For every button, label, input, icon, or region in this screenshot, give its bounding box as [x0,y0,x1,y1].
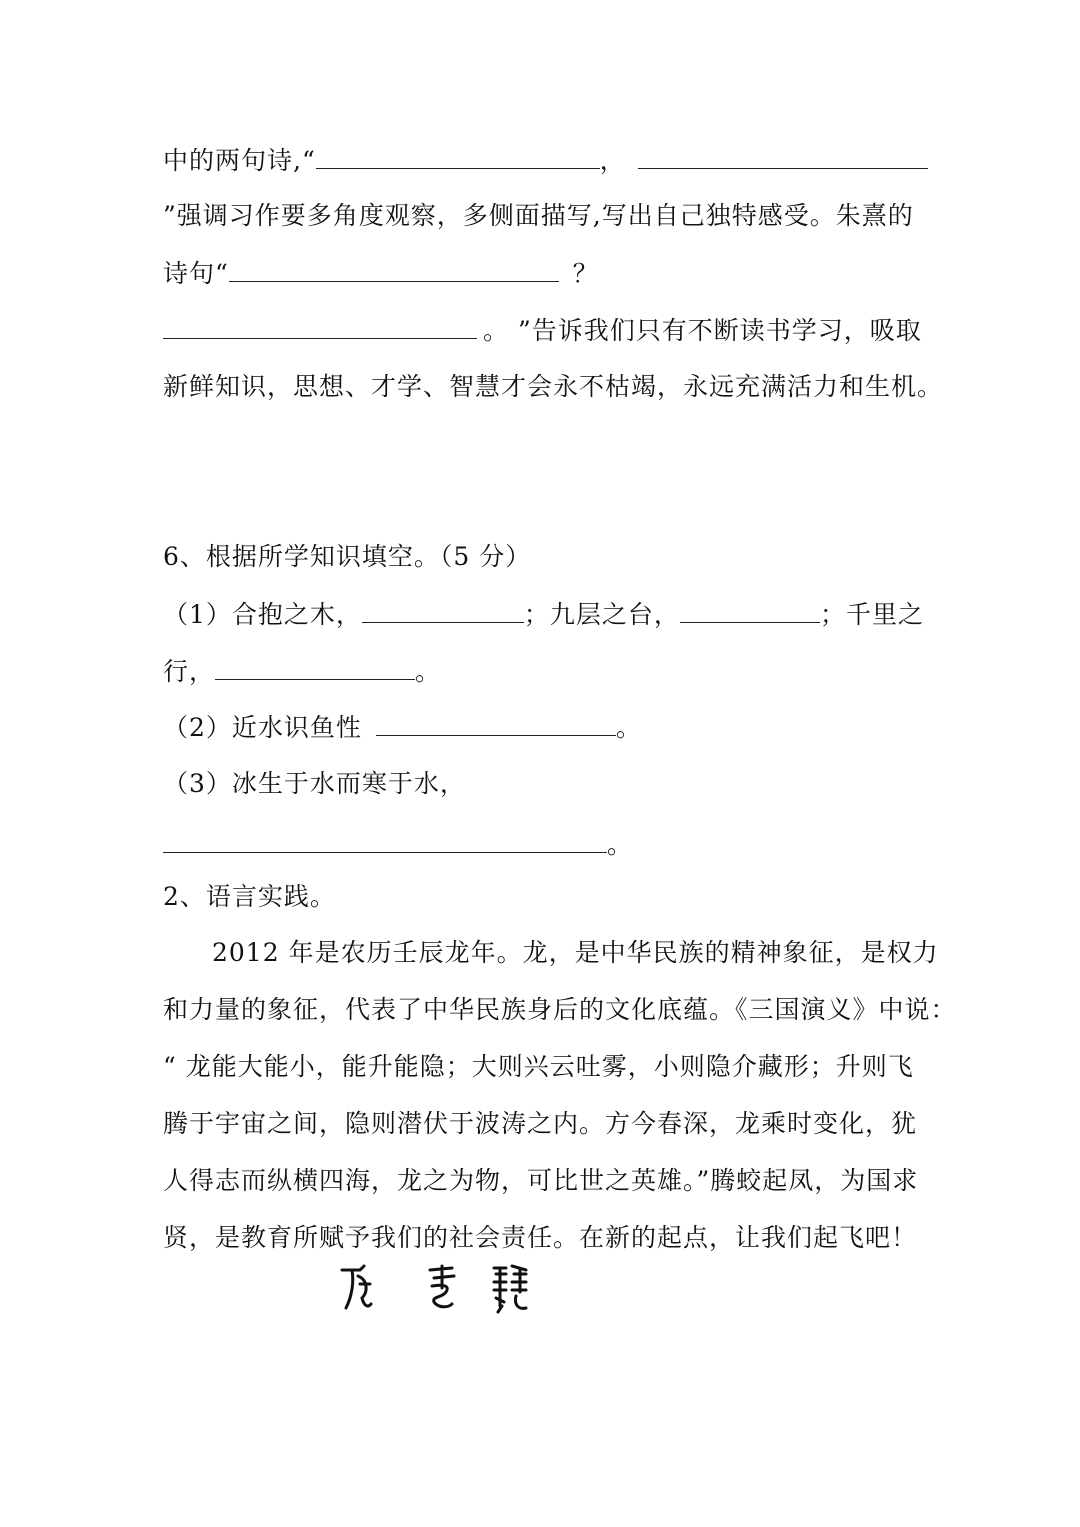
answer-blank[interactable] [316,140,600,169]
paragraph-line: 腾于宇宙之间，隐则潜伏于波涛之内。方今春深，龙乘时变化，犹 [163,1109,918,1138]
seal-script-glyphs [330,1262,550,1322]
text-line [163,310,922,350]
seal-glyph-long-icon [424,1262,460,1314]
text-line: 新鲜知识，思想、才学、智慧才会永不枯竭，永远充满活力和生机。 [163,372,944,401]
line-text: （1）合抱之木， [163,600,362,629]
answer-blank[interactable] [229,253,559,282]
line-text: ， [599,146,626,175]
paragraph-line: 人得志而纵横四海，龙之为物，可比世之英雄。”腾蛟起凤，为国求 [163,1166,919,1195]
line-text: 行， [163,657,216,686]
seal-glyph-long-complex-icon [490,1262,530,1316]
paragraph-line: 2012 年是农历壬辰龙年。龙，是中华民族的精神象征，是权力 [212,938,939,967]
seal-glyph-fei-icon [338,1262,374,1314]
text-line [163,651,441,691]
paragraph-line: “ 龙能大能小，能升能隐；大则兴云吐雾，小则隐介藏形；升则飞 [163,1052,914,1081]
line-text: 中的两句诗,“ [163,146,316,175]
section-heading: 2、语言实践。 [163,882,336,911]
text-line [163,140,928,180]
paragraph-line: 贤，是教育所赋予我们的社会责任。在新的起点，让我们起飞吧！ [163,1223,918,1252]
paragraph-line: 和力量的象征，代表了中华民族身后的文化底蕴。《三国演义》中说： [163,995,957,1024]
answer-blank[interactable] [638,140,928,169]
answer-blank[interactable] [163,310,477,339]
answer-blank[interactable] [215,651,415,680]
answer-blank[interactable] [376,707,616,736]
text-line [163,707,642,747]
line-text: ；千里之 [819,600,924,629]
line-text: 诗句“ [163,259,229,288]
text-line: ”强调习作要多角度观察，多侧面描写,写出自己独特感受。朱熹的 [163,201,914,230]
question-heading: 6、根据所学知识填空。（5 分） [163,542,532,571]
answer-blank[interactable] [680,594,820,623]
text-line [163,824,633,864]
text-line [163,253,599,293]
answer-blank[interactable] [362,594,524,623]
answer-blank[interactable] [163,824,607,853]
text-line: （3）冰生于水而寒于水， [163,769,466,798]
line-text: 。 [607,830,634,859]
line-text: ？ [572,259,599,288]
line-text: （2）近水识鱼性 [163,713,362,742]
line-text: ；九层之台， [523,600,680,629]
line-text: 。 [615,713,642,742]
line-text: 。 [415,657,442,686]
text-line [163,594,924,634]
line-text: 。 ”告诉我们只有不断读书学习，吸取 [483,316,922,345]
